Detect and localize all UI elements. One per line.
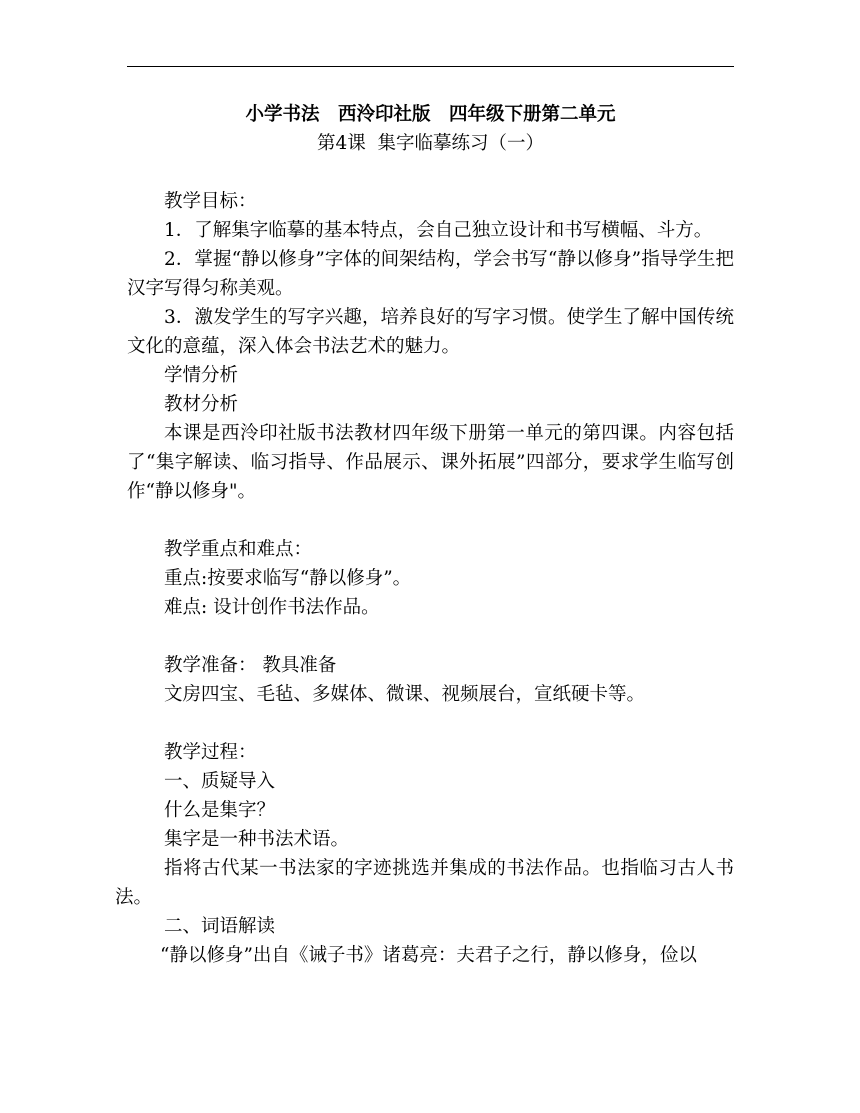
material-analysis-heading: 教材分析	[164, 394, 239, 415]
lesson-subtitle: 第4课 集字临摹练习（一）	[316, 133, 545, 154]
goals-heading: 教学目标：	[164, 191, 257, 212]
student-analysis-heading: 学情分析	[164, 365, 239, 386]
blank-line	[127, 506, 734, 535]
blank-line	[127, 709, 734, 738]
answer-text-2: 指将古代某一书法家的字迹挑选并集成的书法作品。也指临习古人书法。	[115, 858, 734, 908]
keypoint-text: 重点:按要求临写“静以修身”。	[164, 568, 412, 589]
process-step-1: 一、质疑导入	[164, 771, 276, 792]
header-rule	[127, 66, 734, 67]
process-heading: 教学过程：	[164, 742, 257, 763]
blank-line	[127, 158, 734, 187]
prep-heading: 教学准备： 教具准备	[164, 655, 337, 676]
document-title: 小学书法 西泠印社版 四年级下册第二单元	[245, 104, 616, 125]
process-step-2: 二、词语解读	[164, 916, 276, 937]
question-text: 什么是集字？	[164, 800, 276, 821]
material-analysis-text: 本课是西泠印社版书法教材四年级下册第一单元的第四课。内容包括了“集字解读、临习指导、作品展示、课外拓展”四部分，要求学生临写创作“静以修身"。	[127, 423, 734, 502]
goal-item-2: 2．掌握“静以修身”字体的间架结构，学会书写“静以修身”指导学生把汉字写得匀称美观。	[127, 249, 734, 299]
document-body	[115, 100, 734, 970]
keypoints-heading: 教学重点和难点：	[164, 539, 313, 560]
blank-line	[127, 622, 734, 651]
goal-item-1: 1．了解集字临摹的基本特点，会自己独立设计和书写横幅、斗方。	[164, 220, 713, 241]
answer-text-1: 集字是一种书法术语。	[164, 829, 350, 850]
goal-item-3: 3．激发学生的写字兴趣，培养良好的写字习惯。使学生了解中国传统文化的意蕴，深入体会书法艺术的魅力。	[127, 307, 734, 357]
phrase-explanation: “静以修身”出自《诫子书》诸葛亮：夫君子之行，静以修身，俭以	[160, 945, 697, 966]
difficulty-text: 难点: 设计创作书法作品。	[164, 597, 380, 618]
prep-items: 文房四宝、毛毡、多媒体、微课、视频展台，宣纸硬卡等。	[164, 684, 646, 705]
